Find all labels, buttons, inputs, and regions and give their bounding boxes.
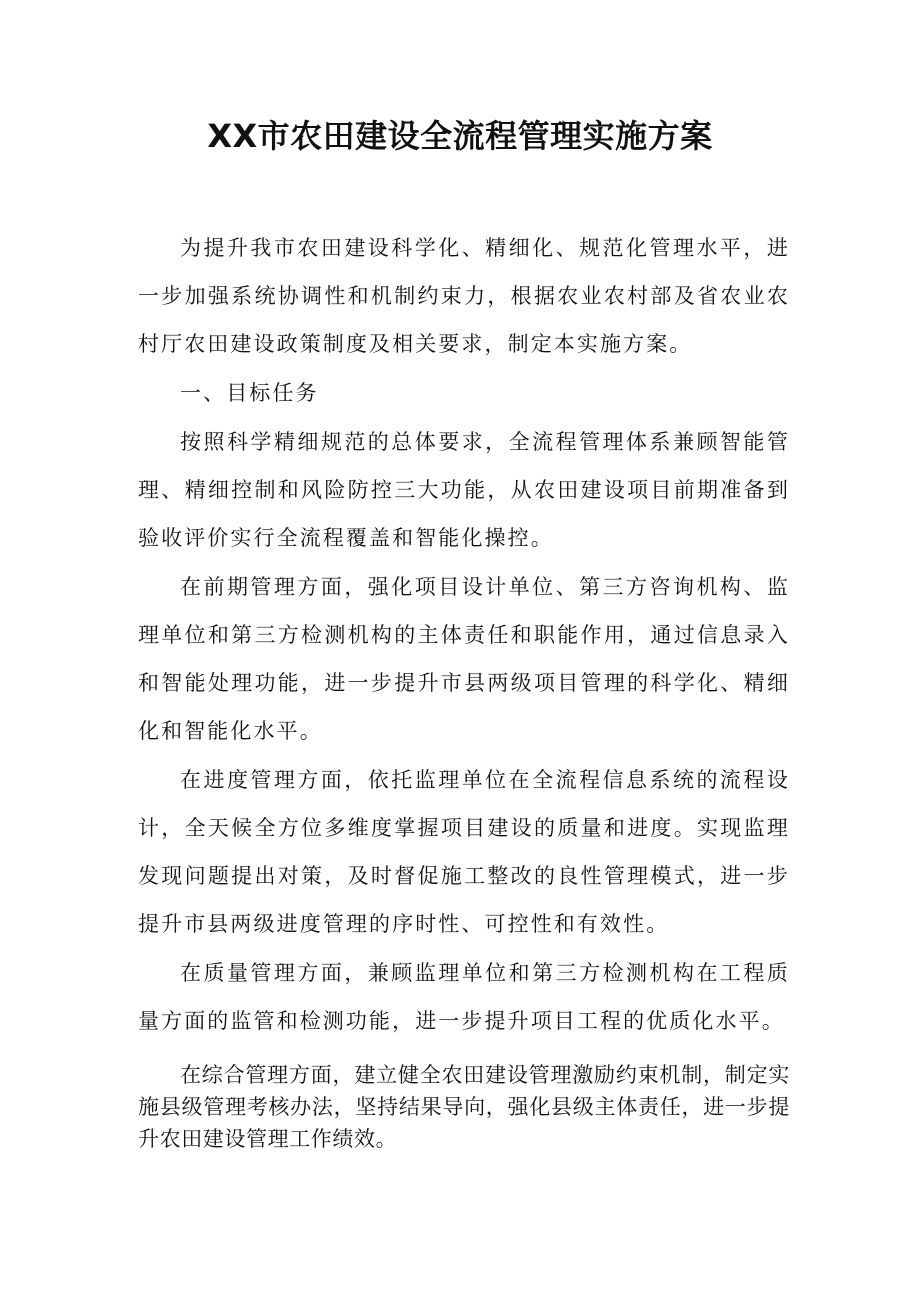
progress-management-paragraph: 在进度管理方面，依托监理单位在全流程信息系统的流程设计，全天候全方位多维度掌握项目建设的质量和进度。实现监理发现问题提出对策，及时督促施工整改的良性管理模式，进一步提升市县两级进度管理的序时性、可控性和有效性。 [138,768,790,936]
intro-paragraph: 为提升我市农田建设科学化、精细化、规范化管理水平，进一步加强系统协调性和机制约束力，根据农业农村部及省农业农村厅农田建设政策制度及相关要求，制定本实施方案。 [138,236,790,356]
comprehensive-management-paragraph: 在综合管理方面，建立健全农田建设管理激励约束机制，制定实施县级管理考核办法，坚持结果导向，强化县级主体责任，进一步提升农田建设管理工作绩效。 [138,1063,790,1151]
document-body [138,224,790,1155]
early-management-paragraph: 在前期管理方面，强化项目设计单位、第三方咨询机构、监理单位和第三方检测机构的主体责任和职能作用，通过信息录入和智能处理功能，进一步提升市县两级项目管理的科学化、精细化和智能化水平。 [138,575,790,743]
goals-paragraph: 按照科学精细规范的总体要求，全流程管理体系兼顾智能管理、精细控制和风险防控三大功能，从农田建设项目前期准备到验收评价实行全流程覆盖和智能化操控。 [138,430,790,550]
quality-management-paragraph: 在质量管理方面，兼顾监理单位和第三方检测机构在工程质量方面的监管和检测功能，进一步提升项目工程的优质化水平。 [138,961,790,1033]
document-title: XX市农田建设全流程管理实施方案 [207,117,713,155]
section-heading-goals: 一、目标任务 [180,381,319,405]
